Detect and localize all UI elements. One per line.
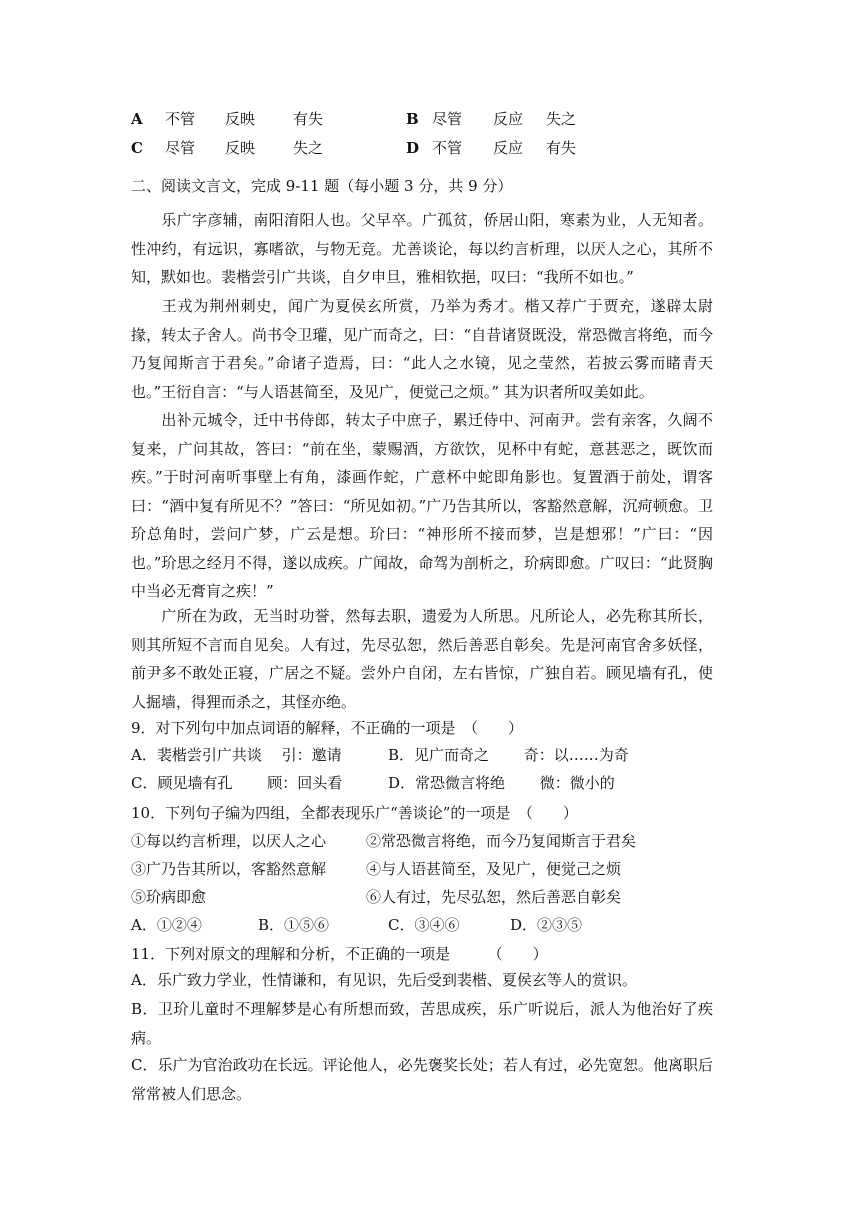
- section-title: 二、阅读文言文，完成 9-11 题（每小题 3 分，共 9 分）: [131, 177, 513, 195]
- sentence-item: ④与人语甚简至，及见广，便觉己之烦: [366, 860, 622, 878]
- passage-paragraph: [131, 206, 713, 292]
- option-row-cd: [131, 137, 576, 158]
- choice: A．①②④: [131, 916, 202, 934]
- choice: C．顾见墙有孔 顾：回头看: [131, 774, 343, 792]
- paragraph-text: 乐广字彦辅，南阳淯阳人也。父早卒。广孤贫，侨居山阳，寒素为业，人无知者。性冲约，有远识，寡嗜欲，与物无竞。尤善谈论，每以约言析理，以厌人之心，其所不知，默如也。裴楷尝引广共谈，自夕申旦，雅相钦挹，叹曰：“我所不如也。”: [131, 211, 713, 286]
- option-word: 有失: [546, 139, 577, 157]
- question-stem: 11．下列对原文的理解和分析，不正确的一项是 （ ）: [131, 945, 548, 963]
- question-stem: 9．对下列句中加点词语的解释，不正确的一项是 （ ）: [131, 719, 524, 737]
- option-word: 尽管: [432, 110, 463, 128]
- option-word: 尽管: [165, 139, 196, 157]
- option-word: 失之: [546, 110, 577, 128]
- sentence-item: ⑥人有过，先尽弘恕，然后善恶自彰矣: [366, 888, 622, 906]
- choice: A．乐广致力学业，性情谦和，有见识，先后受到裴楷、夏侯玄等人的赏识。: [131, 971, 637, 989]
- option-row-ab: [131, 108, 576, 129]
- option-letter: C: [131, 139, 143, 157]
- option-word: 失之: [293, 139, 324, 157]
- paragraph-text: 广所在为政，无当时功誉，然每去职，遗爱为人所思。凡所论人，必先称其所长，则其所短不言而自见矣。人有过，先尽弘恕，然后善恶自彰矣。先是河南官舍多妖怪，前尹多不敢处正寝，广居之不疑。尝外户自闭，左右皆惊，广独自若。顾见墙有孔，使人掘墙，得狸而杀之，其怪亦绝。: [131, 607, 713, 711]
- choice: B．见广而奇之 奇：以……为奇: [388, 746, 629, 764]
- option-word: 反应: [493, 139, 524, 157]
- sentence-item: ①每以约言析理，以厌人之心: [131, 832, 327, 850]
- question-stem: 10．下列句子编为四组，全都表现乐广“善谈论”的一项是 （ ）: [131, 804, 578, 822]
- option-letter: D: [406, 139, 420, 157]
- passage-paragraph: [131, 406, 713, 606]
- choice: C．乐广为官治政功在长远。评论他人，必先褒奖长处；若人有过，必先宽恕。他离职后常常被人们思念。: [131, 1056, 713, 1103]
- paragraph-text: 王戎为荆州刺史，闻广为夏侯玄所赏，乃举为秀才。楷又荐广于贾充，遂辟太尉掾，转太子舍人。尚书令卫瓘，见广而奇之，曰：“自昔诸贤既没，常恐微言将绝，而今乃复闻斯言于君矣。”命诸子造焉，曰：“此人之水镜，见之莹然，若披云雾而睹青天也。”王衍自言：“与人语甚简至，及见广，便觉己之烦。” 其为识者所叹美如此。: [131, 297, 713, 401]
- sentence-item: ③广乃告其所以，客豁然意解: [131, 860, 327, 878]
- option-letter: B: [406, 110, 419, 128]
- option-word: 反应: [493, 110, 524, 128]
- choice: D．常恐微言将绝 微：微小的: [388, 774, 615, 792]
- option-word: 反映: [225, 110, 256, 128]
- sentence-item: ②常恐微言将绝，而今乃复闻斯言于君矣: [366, 832, 637, 850]
- choice: D．②③⑤: [510, 916, 583, 934]
- paragraph-text: 出补元城令，迁中书侍郎，转太子中庶子，累迁侍中、河南尹。尝有亲客，久阔不复来，广问其故，答曰：“前在坐，蒙赐酒，方欲饮，见杯中有蛇，意甚恶之，既饮而疾。”于时河南听事壁上有角，漆画作蛇，广意杯中蛇即角影也。复置酒于前处，谓客曰：“酒中复有所见不？”答曰：“所见如初。”广乃告其所以，客豁然意解，沉疴顿愈。卫玠总角时，尝问广梦，广云是想。玠曰：“神形所不接而梦，岂是想邪！”广曰：“因也。”玠思之经月不得，遂以成疾。广闻故，命驾为剖析之，玠病即愈。广叹曰：“此贤胸中当必无膏肓之疾！”: [131, 411, 713, 600]
- choice: B．卫玠儿童时不理解梦是心有所想而致，苦思成疾，乐广听说后，派人为他治好了疾病。: [131, 1000, 713, 1047]
- option-word: 不管: [165, 110, 196, 128]
- option-word: 不管: [432, 139, 463, 157]
- sentence-item: ⑤玠病即愈: [131, 888, 207, 906]
- option-word: 有失: [293, 110, 324, 128]
- passage-paragraph: [131, 292, 713, 406]
- choice: A．裴楷尝引广共谈 引：邀请: [131, 746, 342, 764]
- choice: B．①⑤⑥: [258, 916, 330, 934]
- passage-paragraph: [131, 602, 713, 716]
- option-letter: A: [131, 110, 143, 128]
- choice: C．③④⑥: [388, 916, 460, 934]
- option-word: 反映: [225, 139, 256, 157]
